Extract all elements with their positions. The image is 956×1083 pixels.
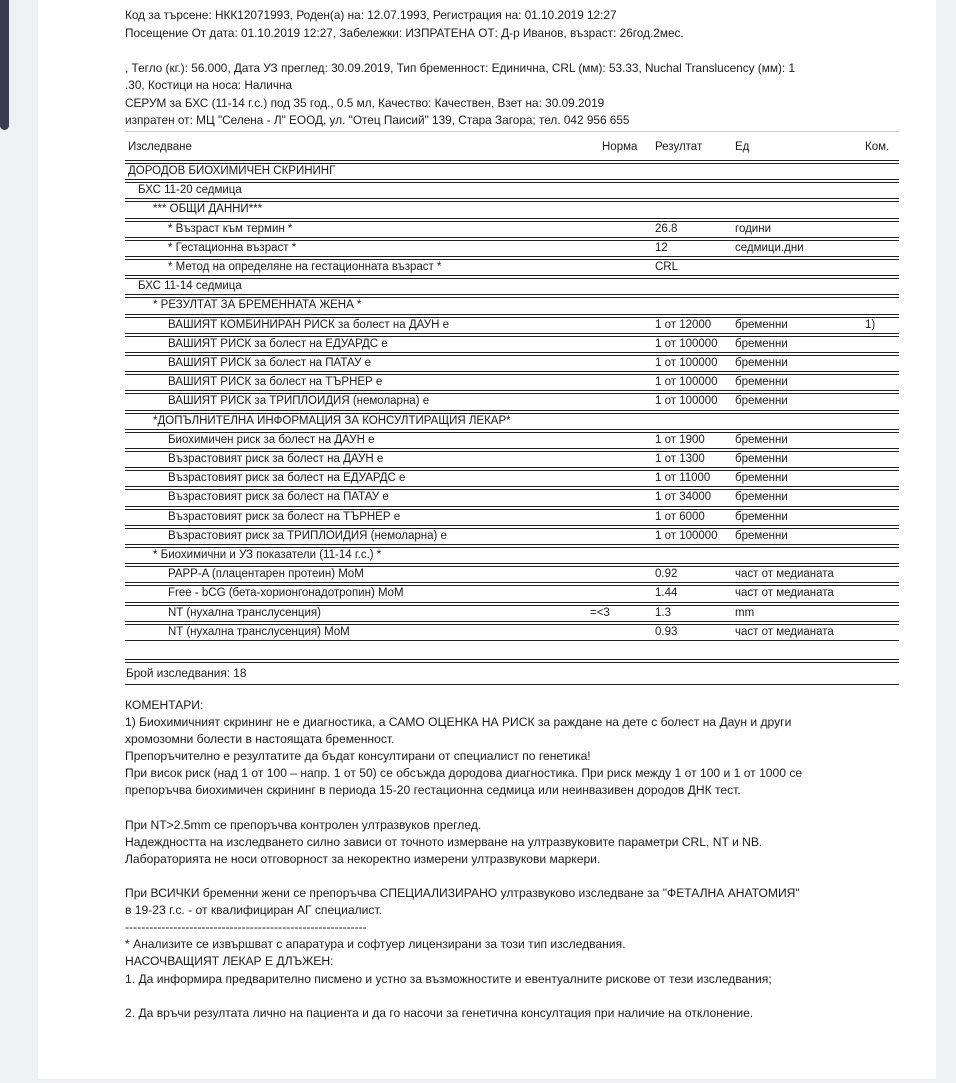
comment-line: ------------------------------------------------------------: [125, 920, 367, 935]
study-name-cell: * Биохимични и УЗ показатели (11-14 г.с.) *: [153, 549, 382, 562]
table-row: [125, 201, 899, 218]
table-row: [125, 297, 899, 314]
table-row: [125, 221, 899, 238]
table-row: [125, 336, 899, 353]
unit-cell: бременни: [735, 357, 788, 370]
table-row: [125, 547, 899, 564]
comment-line: 1. Да информира предварително писмено и устно за възможностите и евентуалните рискове от тези изследвания;: [125, 971, 772, 986]
result-cell: 1 от 100000: [655, 376, 718, 389]
table-row: [125, 605, 899, 622]
result-cell: 1 от 100000: [655, 395, 718, 408]
study-name-cell: Биохимичен риск за болест на ДАУН е: [168, 433, 375, 446]
comment-line: [125, 868, 925, 885]
table-row: [125, 451, 899, 468]
norm-cell: =<3: [590, 606, 610, 619]
study-name-cell: *** ОБЩИ ДАННИ***: [153, 203, 263, 216]
unit-cell: бременни: [735, 529, 788, 542]
comments-section: [125, 697, 925, 1022]
table-row: [125, 374, 899, 391]
result-cell: 1 от 100000: [655, 337, 718, 350]
result-cell: 1 от 100000: [655, 357, 718, 370]
study-name-cell: NT (нухална транслусенция) MoM: [168, 625, 350, 638]
comment-line: КОМЕНТАРИ:: [125, 698, 204, 712]
study-name-cell: * Гестационна възраст *: [168, 241, 297, 254]
summary-row: [125, 659, 899, 685]
table-row: [125, 182, 899, 199]
unit-cell: години: [735, 222, 771, 235]
unit-cell: бременни: [735, 433, 788, 446]
studies-count-label: Брой изследвания: 18: [125, 662, 899, 685]
table-row: [125, 489, 899, 506]
table-row: [125, 393, 899, 410]
study-name-cell: PAPP-A (плацентарен протеин) MoM: [168, 568, 364, 581]
unit-cell: част от медианата: [735, 568, 834, 581]
comment-line: НАСОЧВАЩИЯТ ЛЕКАР Е ДЛЪЖЕН:: [125, 954, 334, 969]
unit-cell: седмици.дни: [735, 241, 804, 254]
document-page: [38, 0, 936, 1079]
unit-cell: бременни: [735, 491, 788, 504]
patient-header-line: Код за търсене: НКК12071993, Роден(а) на: 12.07.1993, Регистрация на: 01.10.2019 12:27: [125, 8, 617, 22]
result-cell: CRL: [655, 261, 679, 274]
comment-line: Лабораторията не носи отговорност за некоректно измерени ултразвукови маркери.: [125, 851, 601, 866]
table-row: [125, 413, 899, 430]
result-cell: 12: [655, 241, 668, 254]
result-cell: 1.3: [655, 606, 671, 619]
unit-cell: бременни: [735, 472, 788, 485]
study-name-cell: NT (нухална транслусенция): [168, 606, 321, 619]
patient-header-line: [125, 42, 885, 60]
result-cell: 0.92: [655, 568, 678, 581]
unit-cell: бременни: [735, 318, 788, 331]
results-table: [125, 136, 899, 641]
table-row: [125, 470, 899, 487]
result-cell: 0.93: [655, 625, 678, 638]
table-header-row: [125, 136, 899, 161]
column-header-unit: Ед: [735, 141, 750, 153]
table-row: [125, 317, 899, 334]
comment-line: Надеждността на изследването силно зависи от точното измерване на ултразвуковите параметри CRL, NT и NB.: [125, 834, 763, 849]
comment-line: При висок риск (над 1 от 100 – напр. 1 от 50) се обсъжда дородова диагностика. При риск между 1 от 100 и 1 от 1000 се: [125, 766, 803, 781]
comment-line: * Анализите се извършват с апаратура и софтуер лицензирани за този тип изследвания.: [125, 937, 626, 952]
unit-cell: бременни: [735, 376, 788, 389]
study-name-cell: ВАШИЯТ КОМБИНИРАН РИСК за болест на ДАУН е: [168, 318, 449, 331]
study-name-cell: ВАШИЯТ РИСК за болест на ПАТАУ е: [168, 357, 372, 370]
result-cell: 1 от 11000: [655, 472, 711, 485]
result-cell: 1 от 6000: [655, 510, 705, 523]
table-row: [125, 240, 899, 257]
study-name-cell: Free - bCG (бета-хорионгонадотропин) MoM: [168, 587, 404, 600]
table-row: [125, 624, 899, 641]
study-name-cell: Възрастовият риск за болест на ТЪРНЕР е: [168, 510, 401, 523]
column-header-norm: Норма: [602, 141, 638, 153]
study-name-cell: Възрастовият риск за ТРИПЛОИДИЯ (немоларна) е: [168, 529, 447, 542]
column-header-comment: Ком.: [865, 141, 890, 153]
result-cell: 1 от 34000: [655, 491, 712, 504]
patient-header-line: Посещение От дата: 01.10.2019 12:27, Забележки: ИЗПРАТЕНА ОТ: Д-р Иванов, възраст: 26год.2мес.: [125, 25, 684, 40]
comment-line: При ВСИЧКИ бременни жени се препоръчва СПЕЦИАЛИЗИРАНО ултразвуково изследване за "ФЕТАЛНА АНАТОМИЯ": [125, 886, 800, 901]
study-name-cell: ВАШИЯТ РИСК за болест на ТЪРНЕР е: [168, 376, 383, 389]
table-body: [125, 163, 899, 641]
table-row: [125, 585, 899, 602]
comment-line: При NT>2.5mm се препоръчва контролен ултразвуков преглед.: [125, 817, 482, 832]
table-row: [125, 355, 899, 372]
bottom-margin-strip: [0, 1079, 956, 1083]
study-name-cell: *ДОПЪЛНИТЕЛНА ИНФОРМАЦИЯ ЗА КОНСУЛТИРАЩИЯ ЛЕКАР*: [153, 414, 511, 427]
table-row: [125, 432, 899, 449]
result-cell: 1 от 100000: [655, 529, 718, 542]
right-margin-strip: [935, 0, 956, 1083]
unit-cell: част от медианата: [735, 625, 834, 638]
result-cell: 1 от 12000: [655, 318, 712, 331]
unit-cell: бременни: [735, 337, 788, 350]
study-name-cell: Възрастовият риск за болест на ЕДУАРДС е: [168, 472, 406, 485]
comment-cell: 1): [865, 318, 876, 331]
unit-cell: mm: [735, 606, 755, 619]
patient-header-line: .30, Костици на носа: Налична: [125, 78, 293, 92]
column-header-result: Резултат: [655, 141, 703, 153]
unit-cell: бременни: [735, 395, 788, 408]
study-name-cell: БХС 11-14 седмица: [138, 280, 242, 293]
study-name-cell: Възрастовият риск за болест на ДАУН е: [168, 453, 384, 466]
result-cell: 1.44: [655, 587, 678, 600]
unit-cell: бременни: [735, 510, 788, 523]
table-row: [125, 163, 899, 180]
table-row: [125, 259, 899, 276]
study-name-cell: Възрастовият риск за болест на ПАТАУ е: [168, 491, 389, 504]
result-cell: 1 от 1300: [655, 453, 705, 466]
comment-line: [125, 988, 925, 1005]
table-row: [125, 278, 899, 295]
patient-header-line: , Тегло (кг.): 56.000, Дата УЗ преглед: 30.09.2019, Тип бременност: Единична, CRL (мм): 53.33, Nuchal Translucency (мм): 1: [125, 60, 796, 75]
study-name-cell: ВАШИЯТ РИСК за ТРИПЛОИДИЯ (немоларна) е: [168, 395, 430, 408]
study-name-cell: * Метод на определяне на гестационната възраст *: [168, 261, 442, 274]
table-row: [125, 566, 899, 583]
comment-line: препоръчва биохимичен скрининг в периода 15-20 гестационна седмица или неинвазивен дородов ДНК тест.: [125, 783, 741, 798]
comment-line: хромозомни болести в настоящата бременност.: [125, 732, 395, 747]
patient-header-line: изпратен от: МЦ "Селена - Л" ЕООД, ул. "Отец Паисий" 139, Стара Загора; тел. 042 956 655: [125, 113, 630, 127]
patient-header: [125, 7, 885, 130]
study-name-cell: БХС 11-20 седмица: [138, 184, 242, 197]
header-divider: [125, 131, 899, 132]
table-row: [125, 509, 899, 526]
study-name-cell: ВАШИЯТ РИСК за болест на ЕДУАРДС е: [168, 337, 388, 350]
column-header-study: Изследване: [128, 141, 192, 153]
study-name-cell: ДОРОДОВ БИОХИМИЧЕН СКРИНИНГ: [128, 165, 336, 177]
result-cell: 1 от 1900: [655, 433, 705, 446]
scrollbar-thumb[interactable]: [0, 0, 9, 130]
study-name-cell: * РЕЗУЛТАТ ЗА БРЕМЕННАТА ЖЕНА *: [153, 299, 362, 312]
comment-line: [125, 800, 925, 817]
patient-header-line: СЕРУМ за БХС (11-14 г.с.) под 35 год., 0.5 мл, Качество: Качествен, Взет на: 30.09.2019: [125, 95, 605, 110]
comment-line: 1) Биохимичният скрининг не е диагностика, а САМО ОЦЕНКА НА РИСК за раждане на дете с болест на Даун и други: [125, 715, 792, 730]
unit-cell: бременни: [735, 453, 788, 466]
study-name-cell: * Възраст към термин *: [168, 222, 293, 235]
table-row: [125, 528, 899, 545]
unit-cell: част от медианата: [735, 587, 834, 600]
comment-line: 2. Да връчи резултата лично на пациента и да го насочи за генетична консултация при наличие на отклонение.: [125, 1005, 754, 1020]
comment-line: в 19-23 г.с. - от квалифициран АГ специалист.: [125, 903, 383, 918]
left-scrollbar-track: [0, 0, 38, 1083]
result-cell: 26.8: [655, 222, 678, 235]
comment-line: Препоръчително е резултатите да бъдат консултирани от специалист по генетика!: [125, 749, 591, 764]
